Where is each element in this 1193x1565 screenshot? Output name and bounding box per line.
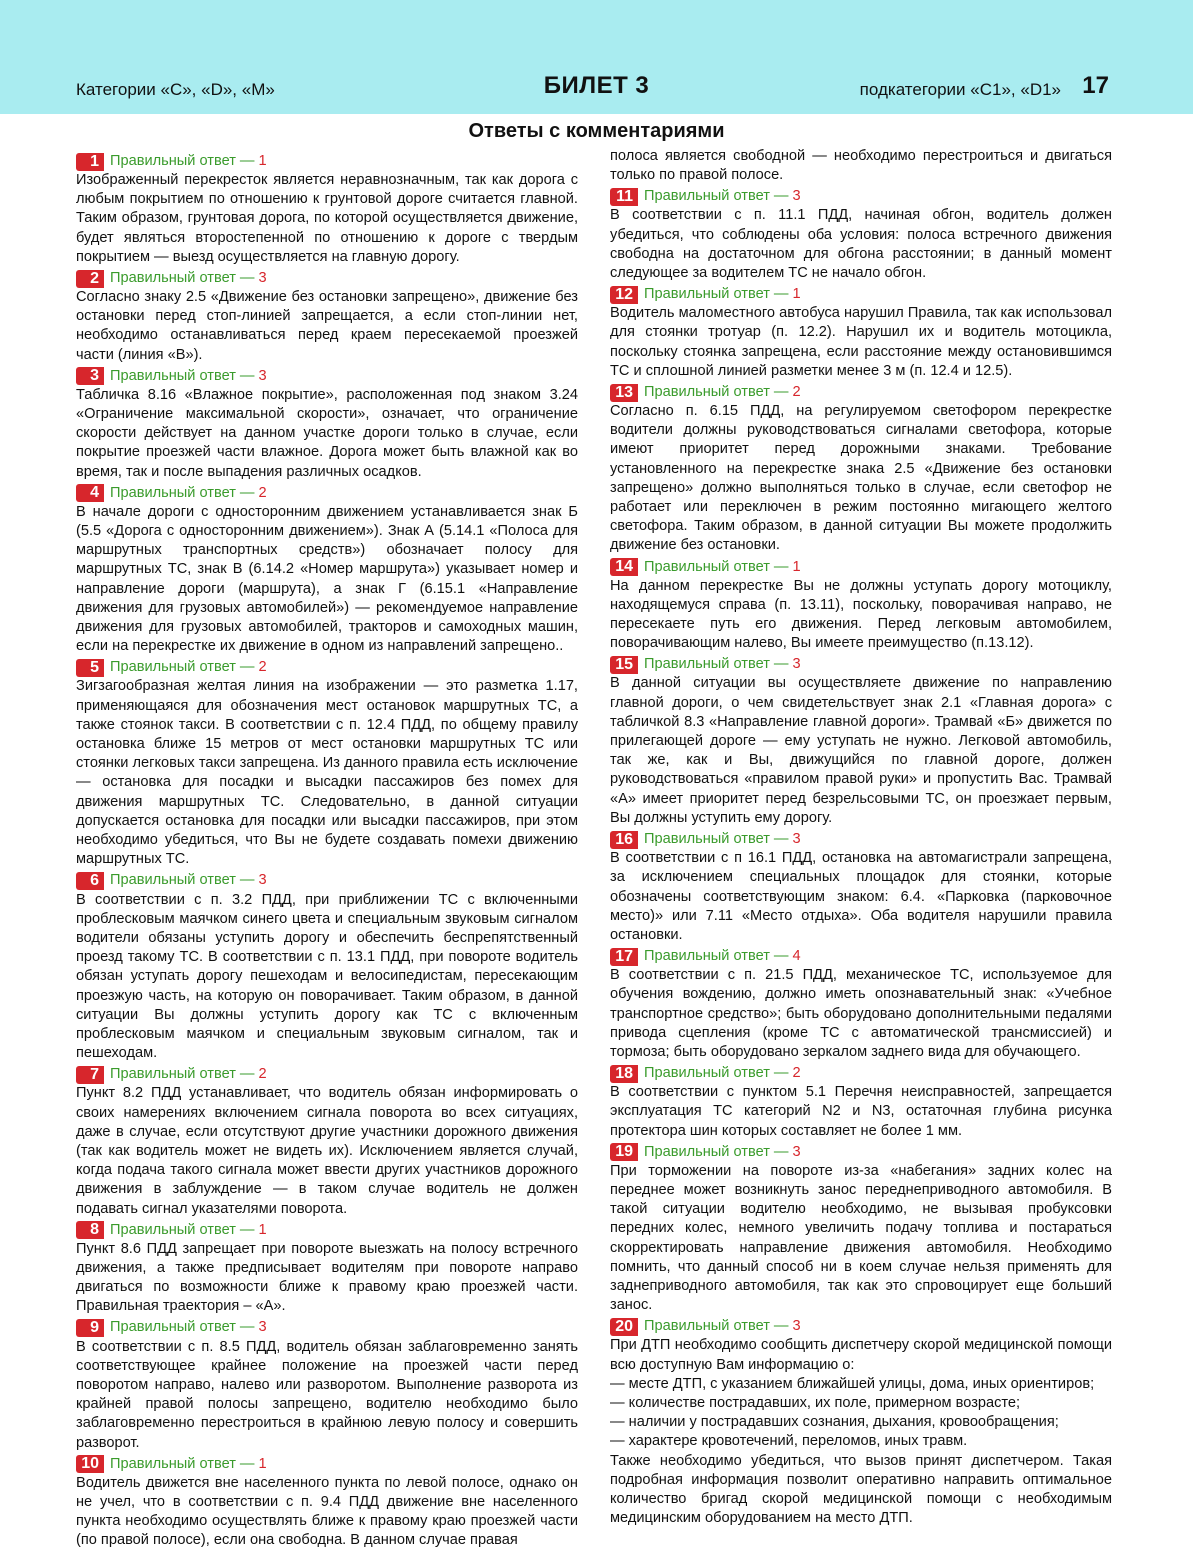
answer-label: Правильный ответ: [644, 383, 770, 400]
answer-text: В соответствии с п. 11.1 ПДД, начиная обгон, водитель должен убедиться, что соблюдены оба условия: полоса встречного движения свободна на достаточном для обгона расстоянии; в данный момент следующее за водителем ТС не начало обгон.: [610, 207, 1112, 282]
list-item: — количестве пострадавших, их поле, примерном возрасте;: [610, 1394, 1021, 1411]
correct-option: 1: [792, 286, 801, 303]
answer-text: В соответствии с пунктом 5.1 Перечня неисправностей, запрещается эксплуатация ТС категорий N2 и N3, остаточная глубина рисунка протектора шин которых составляет не более 1 мм.: [610, 1084, 1112, 1139]
correct-option: 2: [792, 383, 801, 400]
dash: —: [773, 558, 789, 575]
dash: —: [773, 831, 789, 847]
answer-block: [610, 655, 1112, 828]
dash: —: [239, 872, 255, 889]
answer-block: [76, 658, 578, 869]
answer-block: [76, 1455, 578, 1551]
answer-text: В соответствии с п. 8.5 ПДД, водитель обязан заблаговременно занять соответствующее крайнее положение на проезжей части перед поворотом направо, налево или разворотом. Выполнение разворота из крайней правой полосы запрещено, водителю необходимо было заблаговременно перестроиться в крайнюю левую полосу и совершить разворот.: [76, 1338, 578, 1451]
correct-option: 2: [258, 1066, 267, 1083]
answer-number-badge: 7: [76, 1066, 104, 1084]
dash: —: [239, 484, 255, 501]
dash: —: [773, 383, 789, 400]
dash: —: [239, 659, 255, 676]
answer-number-badge: 2: [76, 270, 104, 288]
answer-number-badge: 19: [610, 1143, 638, 1161]
list-item: — месте ДТП, с указанием ближайшей улицы, дома, иных ориентиров;: [610, 1375, 1095, 1392]
answer-text: Водитель маломестного автобуса нарушил Правила, так как использовал для стоянки тротуар (п. 12.2). Нарушил их и водитель мотоцикла, поскольку стоянка запрещена, если расстояние между остановившимся ТС и сплошной линией разметки менее 3 м (п. 12.4 и 12.5).: [610, 305, 1112, 379]
correct-option: 3: [258, 367, 267, 384]
dash: —: [773, 188, 789, 205]
correct-option: 3: [792, 188, 801, 205]
correct-option: 3: [792, 1143, 801, 1160]
answer-block: [76, 1065, 578, 1218]
answer-block: [610, 947, 1112, 1062]
answer-block: [76, 1221, 578, 1317]
answer-number-badge: 20: [610, 1318, 638, 1336]
answer-number-badge: 11: [610, 188, 638, 206]
header-categories: Категории «C», «D», «M»: [76, 80, 275, 99]
answer-text: Изображенный перекресток является неравнозначным, так как дорога с любым покрытием по отношению к грунтовой дороге считается главной. Таким образом, грунтовая дорога, по которой осуществляется движение, будет являться второстепенной по отношению к дороге с твердым покрытием — выезд осуществляется на главную дорогу.: [76, 172, 578, 265]
answer-number-badge: 4: [76, 484, 104, 502]
answer-block: [610, 383, 1112, 556]
answer-text-after: Также необходимо убедиться, что вызов принят диспетчером. Такая подробная информация позволит оперативно направить оптимальное количество бригад скорой медицинской помощи с необходимым медицинским оборудованием на место ДТП.: [610, 1452, 1112, 1527]
dash: —: [773, 948, 789, 965]
answer-text: В соответствии с п. 3.2 ПДД, при приближении ТС с включенными проблесковым маячком синего цвета и специальным звуковым сигналом водители обязаны уступить дорогу и обеспечить беспрепятственный проезд такому ТС. В соответствии с п. 13.1 ПДД, при повороте водитель обязан уступать дорогу пешеходам и велосипедистам, пересекающим проезжую часть, на которую он поворачивает. Таким образом, в данной ситуации Вы должны уступить дорогу как ТС с включенным проблесковым маячком и специальным звуковым сигналом, так и пешеходам.: [76, 891, 578, 1062]
answer-label: Правильный ответ: [110, 367, 236, 384]
answer-block: [76, 484, 578, 657]
answer-label: Правильный ответ: [110, 872, 236, 889]
answer-text: Согласно знаку 2.5 «Движение без остановки запрещено», движение без остановки перед стоп-линией запрещается, а если стоп-линии нет, необходимо останавливаться перед краем пересекаемой проезжей части (линия «В»).: [76, 289, 578, 363]
dash: —: [773, 1143, 789, 1160]
answer-label: Правильный ответ: [644, 1065, 770, 1082]
answer-number-badge: 10: [76, 1455, 104, 1473]
dash: —: [773, 656, 789, 673]
answer-number-badge: 18: [610, 1065, 638, 1083]
dash: —: [239, 1455, 255, 1472]
correct-option: 3: [792, 1318, 801, 1335]
correct-option: 2: [258, 659, 267, 676]
answer-block: [76, 872, 578, 1064]
answer-number-badge: 12: [610, 286, 638, 304]
answer-block: [610, 1064, 1112, 1141]
list-item: — характере кровотечений, переломов, иных травм.: [610, 1433, 968, 1450]
answer-label: Правильный ответ: [644, 188, 770, 205]
answer-text: При ДТП необходимо сообщить диспетчеру скорой медицинской помощи всю доступную Вам информацию о:: [610, 1337, 1112, 1373]
correct-option: 4: [792, 948, 801, 965]
correct-option: 1: [258, 1455, 267, 1472]
answer-number-badge: 16: [610, 831, 638, 849]
correct-option: 1: [258, 152, 267, 169]
answer-label: Правильный ответ: [110, 484, 236, 501]
answer-number-badge: 1: [76, 153, 104, 171]
right-column: [610, 147, 1112, 1528]
answer-block: [610, 187, 1112, 283]
answer-number-badge: 5: [76, 659, 104, 677]
answer-label: Правильный ответ: [644, 1318, 770, 1335]
answer-block: [610, 830, 1112, 945]
answer-text: В соответствии с п 16.1 ПДД, остановка на автомагистрали запрещена, за исключением специальных площадок для стоянки, которые обозначены соответствующим знаком: 6.4. «Парковка (парковочное место)» или 7.11 «Место отдыха». Оба водителя нарушили правила остановки.: [610, 850, 1112, 943]
answer-text: Зигзагообразная желтая линия на изображении — это разметка 1.17, применяющаяся для обозначения мест остановок маршрутных ТС, а также стоянок такси. В соответствии с п. 12.4 ПДД, по общему правилу остановка ближе 15 метров от мест остановки маршрутных ТС или стоянки легковых такси запрещена. Из данного правила есть исключение — остановка для посадки и высадки пассажиров без помех для движения маршрутных ТС. Следовательно, в данной ситуации допускается остановка для посадки или высадки пассажиров, при этом необходимо убедиться, что Вы не будете создавать помехи движению маршрутных ТС.: [76, 678, 578, 868]
answer-text: На данном перекрестке Вы не должны уступать дорогу мотоциклу, находящемуся справа (п. 13.11), поскольку, поворачивая направо, не пересекаете путь его движения. Перед легковым автомобилем, поворачивающим налево, Вы имеете преимущество (п.13.12).: [610, 577, 1112, 652]
continued-text: полоса является свободной — необходимо перестроиться и двигаться только по правой полосе.: [610, 148, 1112, 184]
answer-label: Правильный ответ: [110, 152, 236, 169]
left-column: [76, 150, 578, 1551]
correct-option: 3: [792, 656, 801, 673]
answer-text: Табличка 8.16 «Влажное покрытие», расположенная под знаком 3.24 «Ограничение максимальной скорости», означает, что ограничение скорости действует на данном участке дороги только в случае, если покрытие проезжей части влажное. Дорога может быть влажной как во время, так и после выпадения различных осадков.: [76, 386, 578, 480]
answer-text: При торможении на повороте из-за «набегания» задних колес на переднее может возникнуть занос переднеприводного автомобиля. В такой ситуации водителю необходимо, не вызывая пробуксовки передних колес, немного увеличить подачу топлива и постараться скорректировать направление движения автомобиля. Необходимо помнить, что данный способ ни в коем случае нельзя применять для заднеприводного автомобиля, так как это спровоцирует еще больший занос.: [610, 1162, 1112, 1314]
correct-option: 3: [258, 872, 267, 889]
answer-label: Правильный ответ: [644, 286, 770, 303]
answer-number-badge: 6: [76, 872, 104, 890]
answer-text: Водитель движется вне населенного пункта по левой полосе, однако он не учел, что в соответствии с п. 9.4 ПДД движение вне населенного пункта необходимо осуществлять ближе к правому краю проезжей части (по правой полосе), если она свободна. В данном случае правая: [76, 1474, 578, 1549]
answer-label: Правильный ответ: [110, 1221, 236, 1238]
answer-label: Правильный ответ: [644, 831, 770, 847]
answer-text: В соответствии с п. 21.5 ПДД, механическое ТС, используемое для обучения вождению, должно иметь опознавательный знак: «Учебное транспортное средство»; быть оборудовано дополнительными педалями привода сцепления (кроме ТС с автоматической трансмиссией) и тормоза; быть оборудовано зеркалом заднего вида для обучающего.: [610, 967, 1112, 1060]
answer-label: Правильный ответ: [110, 269, 236, 286]
answer-label: Правильный ответ: [644, 948, 770, 965]
dash: —: [773, 286, 789, 303]
dash: —: [239, 1319, 255, 1336]
correct-option: 3: [792, 831, 801, 847]
correct-option: 1: [258, 1221, 267, 1238]
correct-option: 2: [258, 484, 267, 501]
correct-option: 3: [258, 269, 267, 286]
correct-option: 3: [258, 1319, 267, 1336]
answer-text: Пункт 8.6 ПДД запрещает при повороте выезжать на полосу встречного движения, а также предписывает водителям при повороте направо двигаться по возможности ближе к правому краю проезжей части. Правильная траектория – «А».: [76, 1240, 578, 1315]
answer-label: Правильный ответ: [644, 656, 770, 673]
answer-label: Правильный ответ: [110, 659, 236, 676]
answer-number-badge: 8: [76, 1221, 104, 1239]
answer-block: [76, 367, 578, 482]
answer-block: [610, 558, 1112, 654]
header-subcategories: подкатегории «C1», «D1»: [859, 80, 1061, 99]
answer-number-badge: 15: [610, 656, 638, 674]
answer-number-badge: 3: [76, 367, 104, 385]
answer-block: [76, 1319, 578, 1453]
answer-text: В данной ситуации вы осуществляете движение по направлению главной дороги, о чем свидетельствует знак 2.1 «Главная дорога» с табличкой 8.3 «Направление главной дороги». Трамвай «Б» движется по прилегающей дороге — ему уступать не нужно. Легковой автомобиль, так же, как и Вы, движущийся по главной дороге, должен руководствоваться «правилом правой руки» и пропустить Вас. Трамвай «А» имеет приоритет перед безрельсовыми ТС, он проезжает первым, Вы должны уступить ему дорогу.: [610, 675, 1112, 826]
dash: —: [239, 367, 255, 384]
answer-text: Пункт 8.2 ПДД устанавливает, что водитель обязан информировать о своих намерениях включением сигнала поворота во всех ситуациях, даже в случае, если отсутствуют другие участники дорожного движения (так как водитель может не видеть их). Исключением является случай, когда подача такого сигнала может ввести других участников дорожного движения в заблуждение — в таком случае водитель не должен подавать сигнал указателями поворота.: [76, 1085, 578, 1217]
dash: —: [239, 152, 255, 169]
answer-block: [76, 269, 578, 365]
list-item: — наличии у пострадавших сознания, дыхания, кровообращения;: [610, 1414, 1059, 1431]
answer-label: Правильный ответ: [110, 1066, 236, 1083]
answer-label: Правильный ответ: [110, 1455, 236, 1472]
answer-block: [610, 1143, 1112, 1316]
dash: —: [773, 1318, 789, 1335]
page-number: 17: [1082, 72, 1109, 99]
correct-option: 2: [792, 1065, 801, 1082]
answer-number-badge: 17: [610, 948, 638, 966]
ticket-title: БИЛЕТ 3: [543, 72, 650, 99]
dash: —: [239, 1066, 255, 1083]
answer-label: Правильный ответ: [644, 1143, 770, 1160]
section-title: Ответы с комментариями: [468, 120, 725, 142]
answer-text: В начале дороги с односторонним движением устанавливается знак Б (5.5 «Дорога с односторонним движением»). Знак А (5.14.1 «Полоса для маршрутных транспортных средств») обозначает полосу для маршрутных ТС, знак В (6.14.2 «Номер маршрута») указывает номер и направление дороги (маршрута), а знак Г (6.15.1 «Направление движения для грузовых автомобилей») — рекомендуемое направление движения для грузовых автомобилей, тракторов и самоходных машин, если на перекрестке их движение в одном из направлений запрещено..: [76, 503, 578, 655]
answer-number-badge: 14: [610, 558, 638, 576]
answer-number-badge: 13: [610, 384, 638, 402]
dash: —: [239, 1221, 255, 1238]
answer-block: [610, 1317, 1112, 1528]
answer-label: Правильный ответ: [644, 558, 770, 575]
answer-block: [610, 285, 1112, 381]
dash: —: [773, 1065, 789, 1082]
dash: —: [239, 269, 255, 286]
answer-block: [76, 152, 578, 267]
answer-text: Согласно п. 6.15 ПДД, на регулируемом светофором перекрестке водители должны руководствоваться сигналами светофора, которые имеют приоритет перед дорожными знаками. Требование установленного на перекрестке знака 2.5 «Движение без остановки запрещено» должно выполняться только в случае, если светофор не работает или переключен в режим постоянно мигающего желтого светофора. Таким образом, в данной ситуации Вы можете продолжить движение без остановки.: [610, 403, 1112, 554]
correct-option: 1: [792, 558, 801, 575]
answer-label: Правильный ответ: [110, 1319, 236, 1336]
answer-number-badge: 9: [76, 1319, 104, 1337]
